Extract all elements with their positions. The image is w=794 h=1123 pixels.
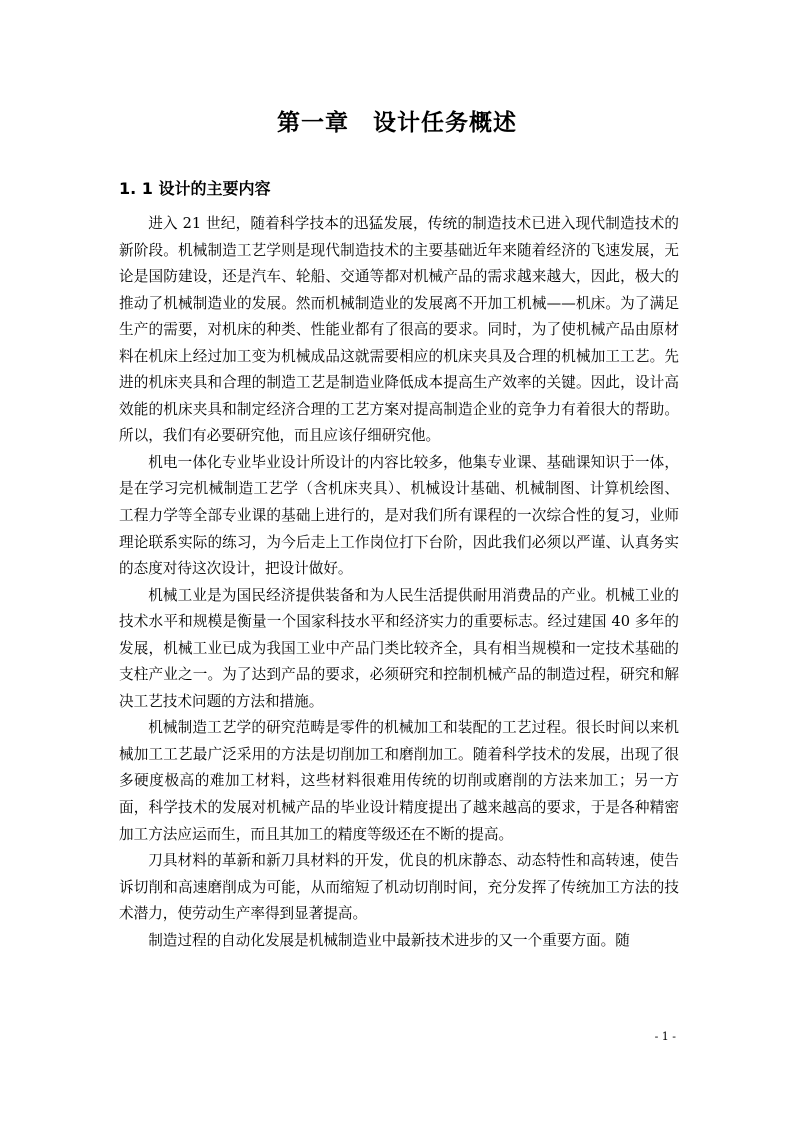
paragraph: 机械工业是为国民经济提供装备和为人民生活提供耐用消费品的产业。机械工业的技术水平和规模是衡量一个国家科技水平和经济实力的重要标志。经过建国 40 多年的发展，机械工业已成为我国工业中产品门类比较齐全，具有相当规模和一定技术基础的支柱产业之一。为了达到产品的要求，必须研究和控制机械产品的制造过程，研究和解决工艺技术问题的方法和措施。 <box>119 586 679 710</box>
paragraph: 进入 21 世纪，随着科学技本的迅猛发展，传统的制造技术已进入现代制造技术的新阶段。机械制造工艺学则是现代制造技术的主要基础近年来随着经济的飞速发展，无论是国防建设，还是汽车、轮船、交通等都对机械产品的需求越来越大，因此，极大的推动了机械制造业的发展。然而机械制造业的发展离不开加工机械——机床。为了满足生产的需要，对机床的种类、性能业都有了很高的要求。同时，为了使机械产品由原材料在机床上经过加工变为机械成品这就需要相应的机床夹具及合理的机械加工工艺。先进的机床夹具和合理的制造工艺是制造业降低成本提高生产效率的关键。因此，设计高效能的机床夹具和制定经济合理的工艺方案对提高制造企业的竞争力有着很大的帮助。所以，我们有必要研究他，而且应该仔细研究他。 <box>119 215 679 445</box>
page-number: - 1 - <box>654 1030 676 1043</box>
paragraph: 制造过程的自动化发展是机械制造业中最新技术进步的又一个重要方面。随 <box>148 931 630 949</box>
section-heading: 1. 1 设计的主要内容 <box>119 179 271 198</box>
chapter-title: 第一章 设计任务概述 <box>277 110 517 136</box>
paragraph: 刀具材料的革新和新刀具材料的开发，优良的机床静态、动态特性和高转速，使告诉切削和高速磨削成为可能，从而缩短了机动切削时间，充分发挥了传统加工方法的技术潜力，使劳动生产率得到显著提高。 <box>119 852 679 923</box>
paragraph: 机械制造工艺学的研究范畴是零件的机械加工和装配的工艺过程。很长时间以来机械加工工艺最广泛采用的方法是切削加工和磨削加工。随着科学技术的发展，出现了很多硬度极高的难加工材料，这些材料很难用传统的切削或磨削的方法来加工；另一方面，科学技术的发展对机械产品的毕业设计精度提出了越来越高的要求，于是各种精密加工方法应运而生，而且其加工的精度等级还在不断的提高。 <box>119 719 679 843</box>
paragraph: 机电一体化专业毕业设计所设计的内容比较多，他集专业课、基础课知识于一体，是在学习完机械制造工艺学（含机床夹具）、机械设计基础、机械制图、计算机绘图、工程力学等全部专业课的基础上进行的，是对我们所有课程的一次综合性的复习，业师理论联系实际的练习，为今后走上工作岗位打下台阶，因此我们必须以严谨、认真务实的态度对待这次设计，把设计做好。 <box>119 453 679 578</box>
body-text <box>119 211 679 954</box>
